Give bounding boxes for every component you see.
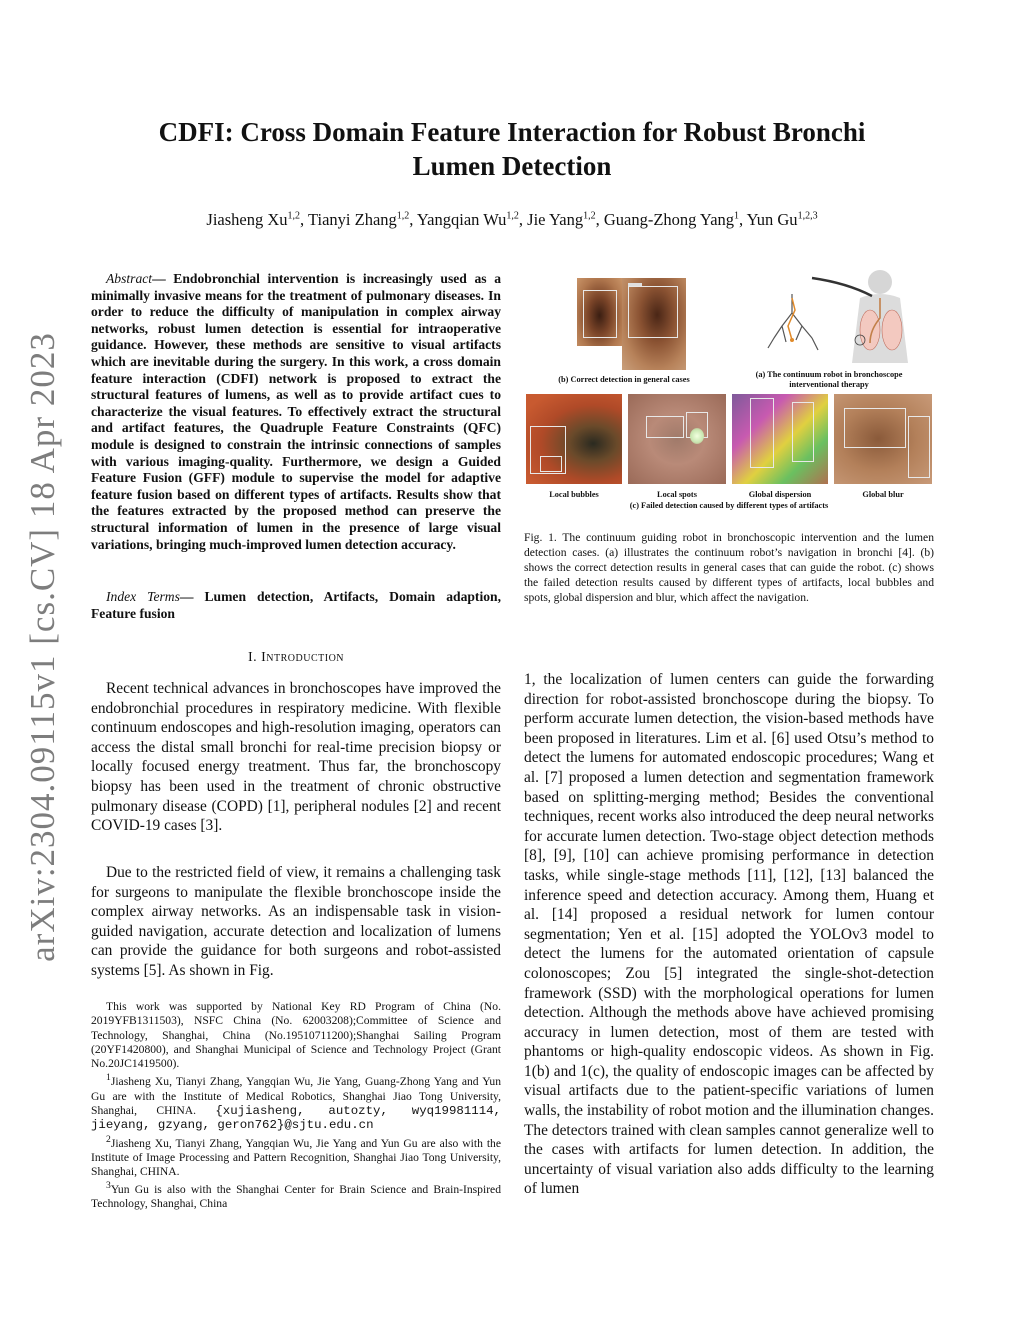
author-name: Guang-Zhong Yang: [603, 210, 735, 229]
detection-box: [792, 402, 814, 462]
detection-box: [750, 398, 774, 468]
abstract-label: Abstract: [106, 271, 153, 286]
detection-box: [646, 416, 684, 438]
index-terms-label: Index Terms: [106, 589, 180, 604]
abstract: [91, 271, 501, 553]
sub-label-blur: Global blur: [862, 490, 904, 499]
detection-box: [628, 286, 678, 338]
arxiv-stamp: arXiv:2304.09115v1 [cs.CV] 18 Apr 2023: [23, 332, 62, 962]
detection-box: [540, 456, 562, 472]
author-affiliation: 1,2: [287, 210, 301, 222]
affiliation-text: Yun Gu is also with the Shanghai Center for Brain Science and Brain-Inspired Technology, Shanghai, China: [91, 1183, 501, 1211]
endoscopic-image-spots: [628, 394, 726, 484]
section-heading: [91, 650, 501, 666]
index-terms: [91, 589, 501, 622]
footnote-mark: 1: [106, 1072, 111, 1084]
robot-tip-icon: [790, 338, 794, 342]
figure-label-a: (a) The continuum robot in bronchoscope interventional therapy: [755, 370, 903, 389]
author-affiliation: 1,2: [583, 210, 596, 222]
sub-label-dispersion: Global dispersion: [748, 490, 812, 499]
affiliation-note-2: [91, 1133, 501, 1180]
endoscopic-image-dispersion: [732, 394, 828, 484]
author-name: Jie Yang: [527, 210, 584, 229]
figure-label-c: (c) Failed detection caused by different types of artifacts: [629, 501, 829, 510]
author-name: Jiasheng Xu: [206, 210, 288, 229]
author-emails: {xujiasheng, autozty, wyq19981114, jieyang, gzyang, geron762}@sjtu.edu.cn: [91, 1103, 501, 1133]
endoscopic-image-correct-2: [622, 278, 686, 370]
sub-label-bubbles: Local bubbles: [549, 490, 599, 499]
continuum-robot-illustration: [752, 268, 932, 368]
light-spot: [690, 428, 704, 444]
intro-paragraph: Recent technical advances in bronchoscopes have improved the endobronchial procedures in respiratory medicine. With flexible continuum endoscopes and high-resolution imaging, operators can access the distal small bronchi for real-time precision biopsy or locally focused energy treatment. Thus far, the bronchoscopy biopsy has been used in the treatment of chronic obstructive pulmonary disease (COPD) [1], peripheral nodules [2] and recent COVID-19 cases [3].: [91, 680, 501, 835]
figure-caption: Fig. 1. The continuum guiding robot in bronchoscopic intervention and the lumen detection cases. (a) illustrates the continuum robot’s navigation in bronchi [4]. (b) shows the correct detection results in general cases that can guide the robot. (c) shows the failed detection results caused by different types of artifacts, local bubbles and spots, global dispersion and blur, which affect the navigation.: [524, 531, 934, 605]
footnote-mark: 3: [106, 1180, 111, 1192]
abstract-text: — Endobronchial intervention is increasingly used as a minimally invasive means for the treatment of pulmonary diseases. In order to reduce the difficulty of manipulation in complex airway networks, robust lumen detection is essential for intraoperative guidance. However, these methods are sensitive to visual artifacts which are inevitable during the surgery. In this work, a cross domain feature interaction (CDFI) network is proposed to extract the structural features of lumens, as well as to provide artifact cues to characterize the visual features. To effectively extract the structural and artifact features, the Quadruple Feature Constraints (QFC) module is designed to constrain the intrinsic connections of samples with various imaging-quality. Furthermore, we design a Guided Feature Fusion (GFF) module to supervise the model for adaptive feature fusion based on different types of artifacts. Results show that the features extracted by the proposed method can preserve the structural information of lumen in the presence of large visual variations, bringing much-improved lumen detection accuracy.: [91, 271, 501, 552]
section-number: I.: [247, 650, 258, 665]
author-affiliation: 1,2: [396, 210, 410, 222]
endoscopic-image-blur: [834, 394, 932, 484]
right-column-text: 1, the localization of lumen centers can guide the forwarding direction for robot-assisted bronchoscope during the biopsy. To perform accurate lumen detection, the vision-based methods have been proposed in literatures. Lim et al. [6] used Otsu’s method to detect the lumens for automated endoscopic procedures; Wang et al. [7] proposed a lumen detection and segmentation framework based on splitting-merging method; Besides the conventional techniques, recent works also introduced the deep neural networks for accurate lumen detection. Two-stage object detection methods [8], [9], [10] can achieve promising performance in detection tasks, while single-stage methods [11], [12], [13] balanced the inference speed and detection accuracy. Among them, Huang et al. [14] proposed a residual network for lumen contour segmentation; Yen et al. [15] adopted the YOLOv3 model to detect the lumens for the automated orientation of capsule colonoscopes; Zou [5] integrated the single-shot-detection framework (SSD) with the morphological operations for lumen detection. Although the methods above have achieved promising accuracy in lumen detection, most of them are tested with phantoms or high-quality endoscopic videos. As shown in Fig. 1(b) and 1(c), the quality of endoscopic images can be affected by visual artifacts due to the patient-specific variations of lumen walls, the instability of robot motion and the illumination changes. The detectors trained with clean samples cannot generalize well to the cases with artifacts for lumen detection. In addition, the uncertainty of visual variation also adds difficulty to the learning of lumen: [524, 671, 934, 1198]
section-title: Introduction: [261, 650, 345, 665]
endoscopic-image-bubbles: [526, 394, 622, 484]
author-affiliation: 1,2,3: [797, 210, 818, 222]
affiliation-note-1: [91, 1071, 501, 1132]
figure-1: [524, 268, 934, 516]
patient-head: [868, 270, 892, 294]
paper-title: CDFI: Cross Domain Feature Interaction for Robust Bronchi Lumen Detection: [158, 117, 866, 181]
sub-label-spots: Local spots: [657, 490, 697, 499]
endoscopic-image-correct-1: [577, 278, 622, 346]
detection-box: [844, 408, 906, 448]
detection-box: [583, 290, 617, 338]
index-terms-text: — Lumen detection, Artifacts, Domain adaption, Feature fusion: [91, 589, 501, 621]
author-name: Yangqian Wu: [416, 210, 507, 229]
affiliation-text: Jiasheng Xu, Tianyi Zhang, Yangqian Wu, Jie Yang, Guang-Zhong Yang and Yun Gu are with the Institute of Medical Robotics, Shanghai Jiao Tong University, Shanghai, CHINA.: [91, 1075, 501, 1117]
affiliation-text: Jiasheng Xu, Tianyi Zhang, Yangqian Wu, Jie Yang and Yun Gu are also with the Institute of Image Processing and Pattern Recognition, Shanghai Jiao Tong University, Shanghai, CHINA.: [91, 1136, 501, 1178]
intro-paragraph: Due to the restricted field of view, it remains a challenging task for surgeons to manipulate the flexible bronchoscope inside the complex airway networks. As an indispensable task in vision-guided navigation, accurate detection and localization of lumens can provide the guidance for both surgeons and robot-assisted systems [5]. As shown in Fig.: [91, 864, 501, 979]
right-lung: [882, 310, 902, 350]
robot-shaft: [812, 278, 872, 296]
detection-box: [908, 416, 930, 478]
author-list: Jiasheng Xu$^{1,2}$, Tianyi Zhang$^{1,2}$, Yangqian Wu$^{1,2}$, Jie Yang$^{1,2}$, Guang-Zhong Yang$^1$, Yun Gu$^{1,2,3}$: [206, 210, 818, 229]
figure-label-b: (b) Correct detection in general cases: [558, 375, 690, 384]
affiliation-note-3: [91, 1179, 501, 1211]
funding-note: This work was supported by National Key RD Program of China (No. 2019YFB1311503), NSFC China (No. 62003208);Committee of Science and Technology, Shanghai, China (No.19510711200);Shanghai Sailing Program (20YF1420800), and Shanghai Municipal of Science and Technology Project (Grant No.20JC1419500).: [91, 1000, 501, 1071]
author-affiliation: 1: [734, 210, 740, 222]
detection-tag: [628, 283, 642, 286]
author-affiliation: 1,2: [506, 210, 519, 222]
footnotes: [91, 1000, 501, 1212]
footnote-mark: 2: [106, 1133, 111, 1145]
author-name: Tianyi Zhang: [308, 210, 397, 229]
author-name: Yun Gu: [746, 210, 798, 229]
